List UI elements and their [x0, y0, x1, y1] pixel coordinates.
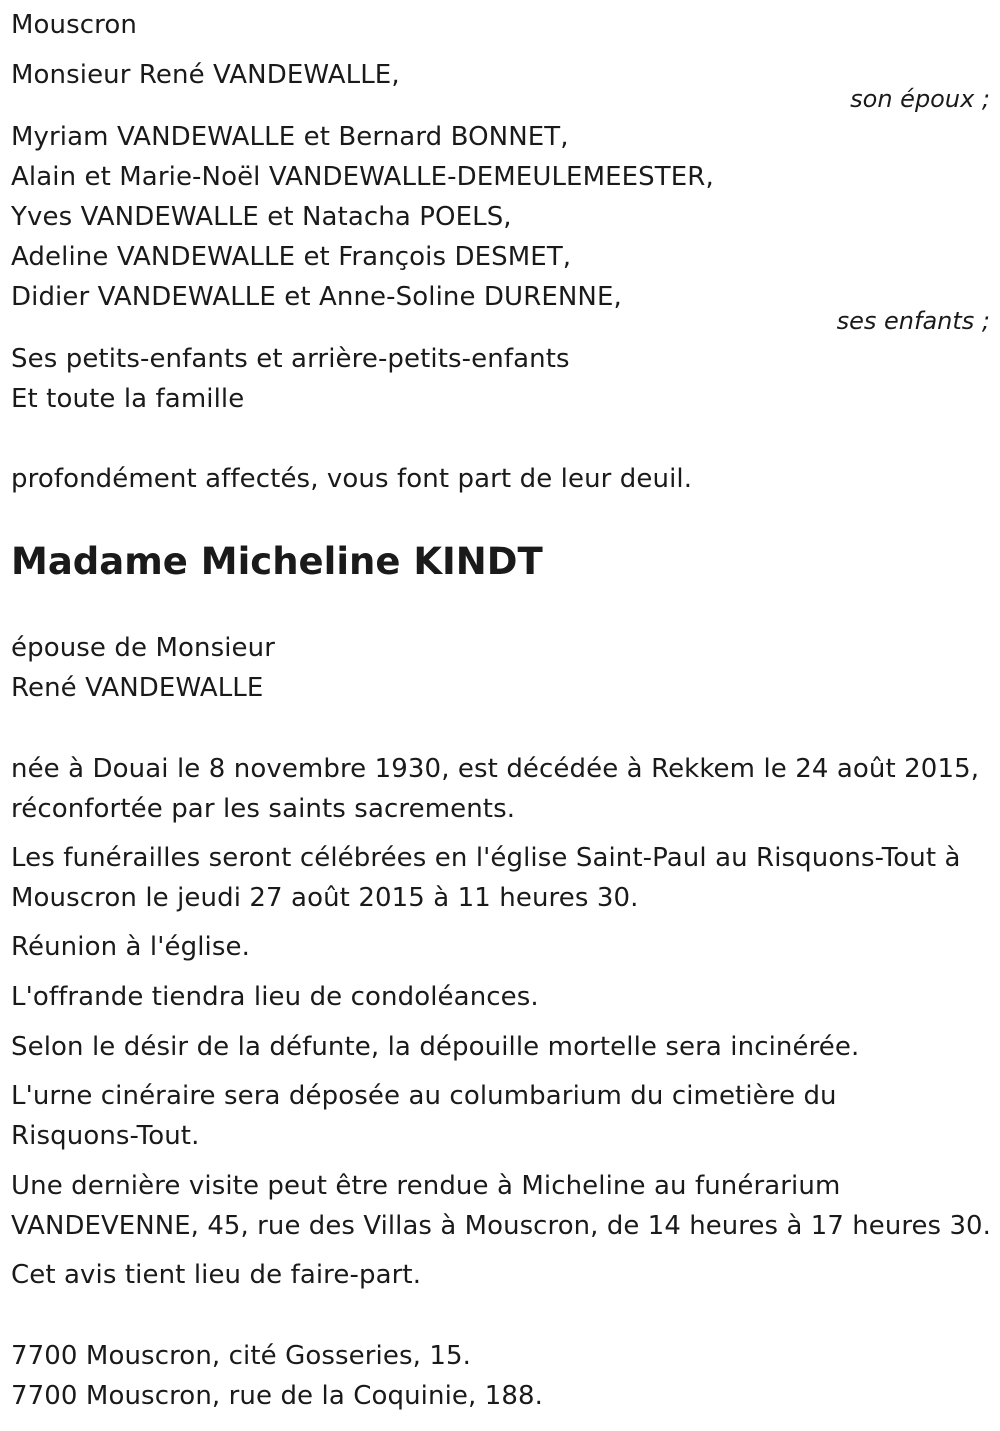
birth-death-line-2: réconfortée par les saints sacrements. — [11, 794, 516, 824]
spouse-name: Monsieur René VANDEWALLE, — [11, 60, 400, 90]
visit-line-1: Une dernière visite peut être rendue à Micheline au funérarium — [11, 1171, 841, 1201]
address-line: 7700 Mouscron, rue de la Coquinie, 188. — [11, 1381, 544, 1411]
offering-line: L'offrande tiendra lieu de condoléances. — [11, 982, 539, 1012]
deceased-spouse-line-1: épouse de Monsieur — [11, 633, 276, 663]
urn-line-2: Risquons-Tout. — [11, 1121, 200, 1151]
announcement-text: profondément affectés, vous font part de leur deuil. — [11, 464, 693, 494]
child-entry: Yves VANDEWALLE et Natacha POELS, — [11, 202, 512, 232]
meeting-line: Réunion à l'église. — [11, 932, 250, 962]
birth-death-line-1: née à Douai le 8 novembre 1930, est décédée à Rekkem le 24 août 2015, — [11, 754, 980, 784]
city-header: Mouscron — [11, 10, 137, 40]
family-line: Et toute la famille — [11, 384, 245, 414]
funeral-line-1: Les funérailles seront célébrées en l'église Saint-Paul au Risquons-Tout à — [11, 843, 961, 873]
child-entry: Alain et Marie-Noël VANDEWALLE-DEMEULEMEESTER, — [11, 162, 714, 192]
grandchildren-line: Ses petits-enfants et arrière-petits-enfants — [11, 344, 570, 374]
deceased-spouse-line-2: René VANDEWALLE — [11, 673, 264, 703]
address-line: 7700 Mouscron, cité Gosseries, 15. — [11, 1341, 471, 1371]
visit-line-2: VANDEVENNE, 45, rue des Villas à Mouscron, de 14 heures à 17 heures 30. — [11, 1211, 991, 1241]
child-entry: Myriam VANDEWALLE et Bernard BONNET, — [11, 122, 569, 152]
deceased-name: Madame Micheline KINDT — [11, 540, 543, 583]
notice-line: Cet avis tient lieu de faire-part. — [11, 1260, 422, 1290]
spouse-role: son époux ; — [850, 85, 990, 113]
children-role: ses enfants ; — [836, 307, 990, 335]
child-entry: Didier VANDEWALLE et Anne-Soline DURENNE, — [11, 282, 622, 312]
funeral-line-2: Mouscron le jeudi 27 août 2015 à 11 heures 30. — [11, 883, 639, 913]
cremation-line: Selon le désir de la défunte, la dépouille mortelle sera incinérée. — [11, 1032, 860, 1062]
urn-line-1: L'urne cinéraire sera déposée au columbarium du cimetière du — [11, 1081, 837, 1111]
child-entry: Adeline VANDEWALLE et François DESMET, — [11, 242, 572, 272]
